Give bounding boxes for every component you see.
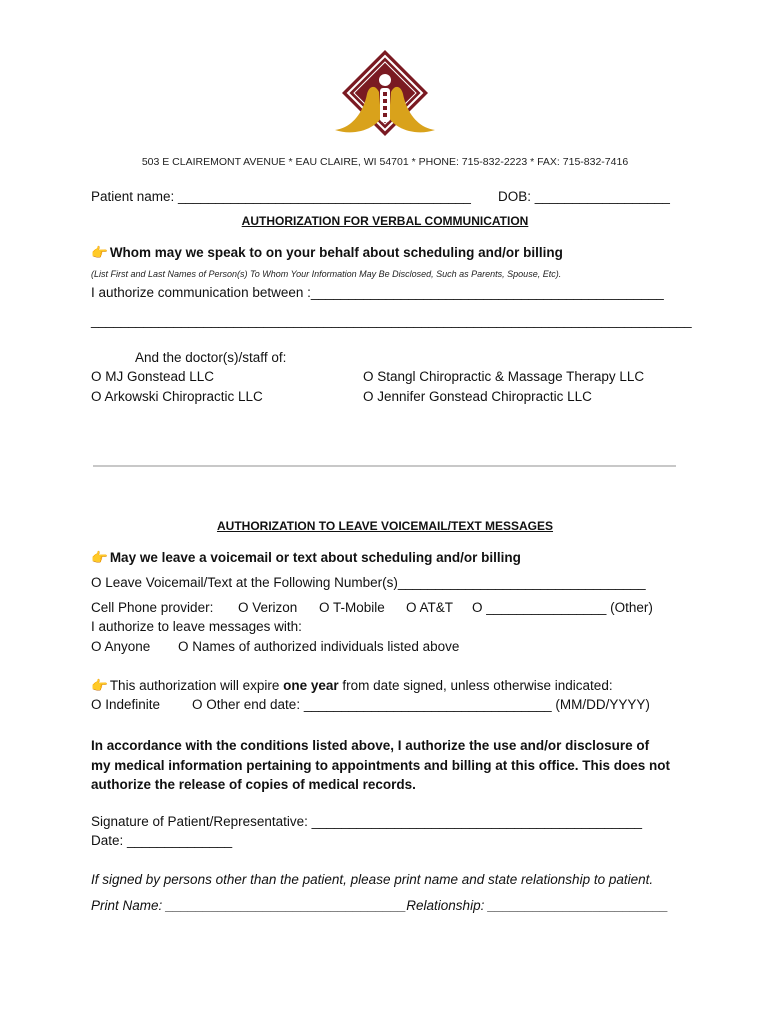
pointing-hand-icon: 👉 (91, 245, 108, 260)
pointing-hand-icon: 👉 (91, 678, 108, 693)
voicemail-question (91, 550, 521, 566)
option-named-individuals[interactable]: O Names of authorized individuals listed above (178, 639, 460, 654)
voicemail-section-title: AUTHORIZATION TO LEAVE VOICEMAIL/TEXT MESSAGES (216, 519, 554, 533)
leave-voicemail-number-field[interactable]: O Leave Voicemail/Text at the Following Number(s)_________________________________ (91, 575, 646, 590)
voicemail-question-text: May we leave a voicemail or text about scheduling and/or billing (109, 550, 521, 565)
messages-label: I authorize to leave messages with: (91, 619, 302, 634)
option-indefinite[interactable]: O Indefinite (91, 697, 161, 712)
provider-other[interactable]: O ________________ (Other) (472, 600, 653, 615)
authorize-communication-continued-field[interactable]: ________________________________________________________________________________ (91, 313, 692, 328)
expiry-text-after: from date signed, unless otherwise indicated: (338, 678, 613, 693)
pointing-hand-icon: 👉 (91, 550, 108, 565)
provider-tmobile[interactable]: O T-Mobile (319, 600, 385, 615)
option-anyone[interactable]: O Anyone (91, 639, 151, 654)
print-name-relationship-field[interactable]: Print Name: ________________________________Relationship: ________________________ (91, 898, 669, 913)
expiry-duration: one year (283, 678, 339, 693)
option-stangl[interactable]: O Stangl Chiropractic & Massage Therapy LLC (363, 369, 645, 384)
doctors-label: And the doctor(s)/staff of: (135, 350, 287, 365)
verbal-question (91, 245, 563, 261)
section-divider (93, 465, 676, 467)
expiry-text-before: This authorization will expire (109, 678, 284, 693)
clinic-logo (333, 48, 437, 140)
option-jennifer-gonstead[interactable]: O Jennifer Gonstead Chiropractic LLC (363, 389, 592, 404)
option-mj-gonstead[interactable]: O MJ Gonstead LLC (91, 369, 215, 384)
authorize-communication-field[interactable]: I authorize communication between :_______________________________________________ (91, 285, 664, 300)
option-other-end-date[interactable]: O Other end date: _________________________________ (MM/DD/YYYY) (192, 697, 650, 712)
dob-field[interactable]: DOB: __________________ (498, 189, 670, 204)
representative-note: If signed by persons other than the patient, please print name and state relationship to patient. (91, 872, 654, 887)
provider-att[interactable]: O AT&T (406, 600, 454, 615)
provider-verizon[interactable]: O Verizon (238, 600, 298, 615)
patient-name-field[interactable]: Patient name: _______________________________________ (91, 189, 471, 204)
expiry-statement (91, 678, 613, 694)
verbal-question-text: Whom may we speak to on your behalf about scheduling and/or billing (109, 245, 563, 260)
date-field[interactable]: Date: ______________ (91, 833, 233, 848)
verbal-instruction: (List First and Last Names of Person(s) To Whom Your Information May Be Disclosed, Such as Parents, Spouse, Etc). (91, 269, 562, 279)
clinic-address: 503 E CLAIREMONT AVENUE * EAU CLAIRE, WI 54701 * PHONE: 715-832-2223 * FAX: 715-832-7416 (141, 156, 629, 168)
verbal-section-title: AUTHORIZATION FOR VERBAL COMMUNICATION (241, 214, 529, 228)
consent-paragraph: In accordance with the conditions listed above, I authorize the use and/or disclosure of my medical information pertaining to appointments and billing at this office. This does not authorize the release of copies of medical records. (91, 738, 671, 792)
cell-provider-label: Cell Phone provider: (91, 600, 214, 615)
signature-field[interactable]: Signature of Patient/Representative: ____________________________________________ (91, 814, 642, 829)
option-arkowski[interactable]: O Arkowski Chiropractic LLC (91, 389, 263, 404)
